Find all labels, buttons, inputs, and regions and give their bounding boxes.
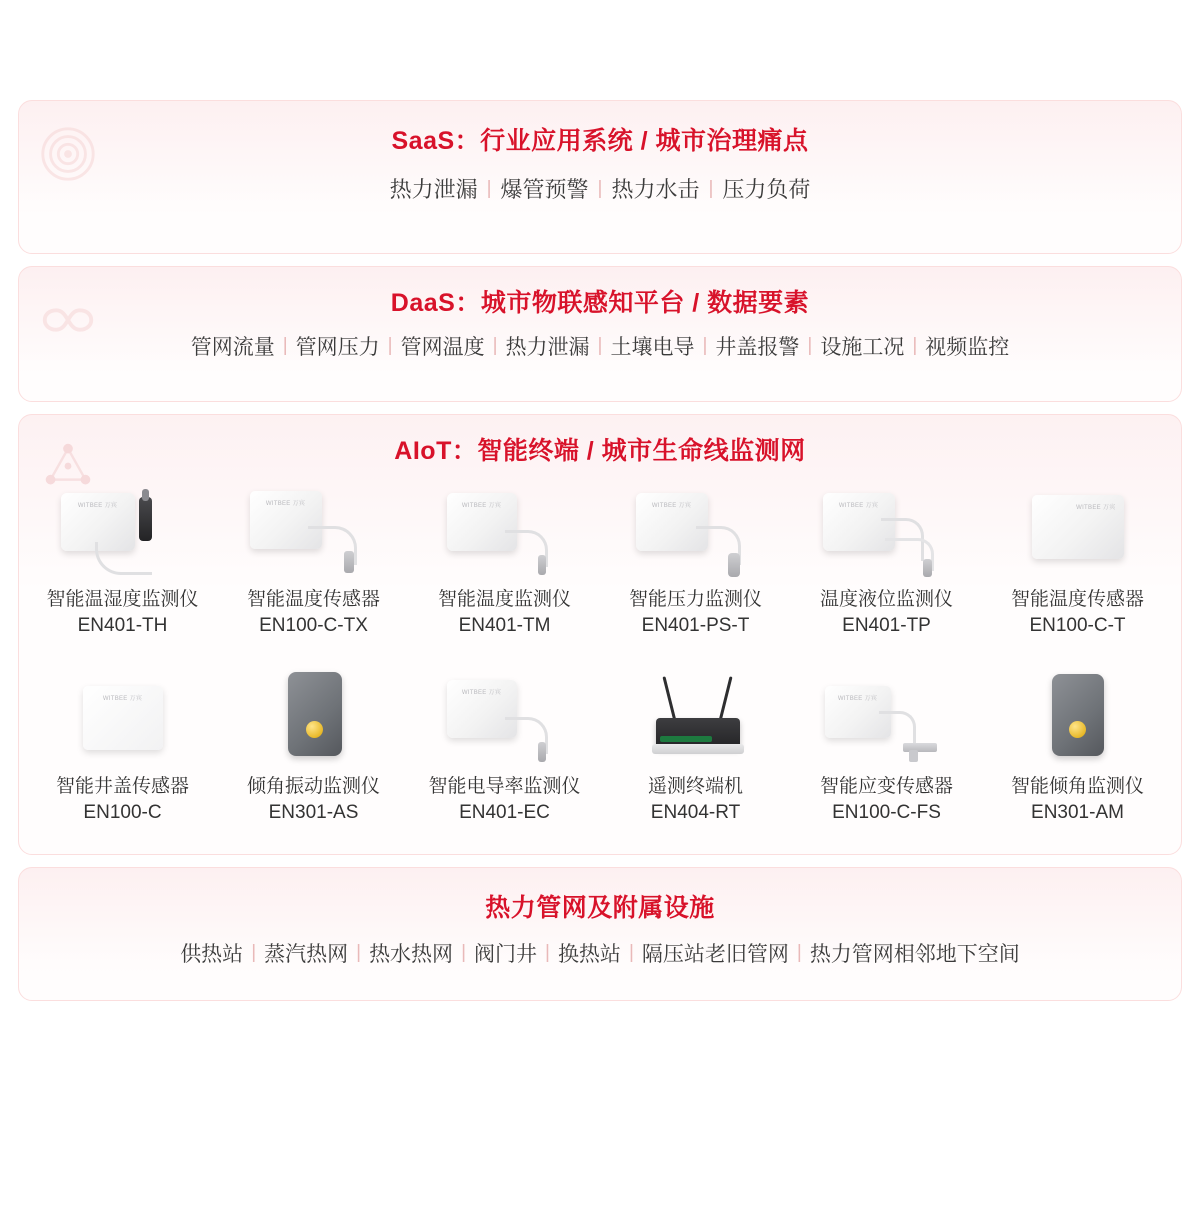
pipeline-facilities-tag-row: [19, 938, 1181, 990]
device-image-en401-tp: [807, 473, 967, 577]
device-image-en301-am: [998, 660, 1158, 764]
saas-tag-row: [19, 173, 1181, 226]
daas-heading-cn: 城市物联感知平台 / 数据要素: [480, 289, 810, 317]
device-brand-label: WITBEE 万宾: [265, 501, 306, 507]
facility-tag: 隔压站老旧管网: [641, 943, 789, 966]
device-model: EN401-TM: [458, 614, 551, 636]
divider: |: [628, 942, 634, 963]
facility-tag: 换热站: [557, 943, 621, 966]
device-name: 智能压力监测仪: [628, 589, 762, 610]
device-image-en401-th: [43, 473, 203, 577]
saas-heading-en: SaaS：: [391, 127, 481, 155]
device-brand-label: WITBEE 万宾: [461, 503, 502, 509]
saas-tag: 压力负荷: [722, 177, 811, 202]
device-brand-label: WITBEE 万宾: [1076, 505, 1116, 511]
daas-heading: [19, 267, 1181, 331]
saas-tag: 热力水击: [611, 177, 700, 202]
daas-tag: 热力泄漏: [505, 336, 590, 359]
daas-tag: 土壤电导: [610, 336, 695, 359]
divider: |: [545, 942, 550, 963]
saas-panel: [18, 100, 1182, 254]
pipeline-facilities-heading: [19, 868, 1181, 938]
facility-tag: 供热站: [180, 943, 244, 966]
daas-tag: 井盖报警: [715, 336, 800, 359]
device-image-en301-as: [234, 660, 394, 764]
daas-heading-en: DaaS：: [390, 289, 481, 317]
pipeline-facilities-title: 热力管网及附属设施: [485, 894, 715, 922]
divider: |: [807, 335, 813, 356]
daas-panel: [18, 266, 1182, 402]
device-card[interactable]: [600, 473, 791, 638]
divider: |: [708, 177, 714, 199]
device-card[interactable]: [982, 660, 1173, 825]
device-model: EN404-RT: [650, 801, 741, 823]
device-model: EN100-C-FS: [832, 801, 941, 823]
device-model: EN401-TH: [77, 614, 168, 636]
device-name: 温度液位监测仪: [819, 589, 953, 610]
daas-tag: 管网温度: [400, 336, 485, 359]
device-card[interactable]: [409, 473, 600, 638]
device-brand-label: WITBEE 万宾: [837, 696, 878, 703]
device-name: 智能温度传感器: [246, 589, 380, 610]
device-name: 智能温度传感器: [1010, 589, 1144, 610]
daas-tag: 管网压力: [295, 336, 380, 359]
divider: |: [912, 335, 918, 356]
divider: |: [702, 335, 708, 356]
saas-tag: 爆管预警: [500, 177, 589, 202]
daas-tag: 设施工况: [820, 336, 905, 359]
device-card[interactable]: [600, 660, 791, 825]
device-name: 智能温湿度监测仪: [46, 589, 199, 610]
divider: |: [356, 942, 362, 963]
device-name: 倾角振动监测仪: [246, 776, 380, 798]
device-model: EN401-PS-T: [641, 614, 750, 636]
device-card[interactable]: [27, 473, 218, 638]
device-card[interactable]: [982, 473, 1173, 638]
divider: |: [251, 942, 257, 963]
device-model: EN100-C: [83, 801, 162, 823]
device-name: 智能电导率监测仪: [428, 776, 581, 798]
divider: |: [461, 942, 466, 963]
device-model: EN301-AM: [1031, 801, 1124, 823]
device-image-en404-rt: [616, 660, 776, 764]
device-brand-label: WITBEE 万宾: [838, 503, 879, 509]
device-name: 遥测终端机: [647, 776, 743, 798]
device-model: EN401-EC: [459, 801, 550, 823]
device-grid-row-2: [19, 660, 1181, 825]
device-name: 智能温度监测仪: [437, 589, 571, 610]
divider: |: [796, 942, 802, 963]
device-card[interactable]: [791, 473, 982, 638]
antenna-icon: [662, 677, 676, 722]
divider: |: [597, 177, 603, 199]
facility-tag: 阀门井: [474, 943, 537, 966]
device-card[interactable]: [27, 660, 218, 825]
device-brand-label: WITBEE 万宾: [102, 696, 143, 703]
divider: |: [387, 335, 393, 356]
pipeline-facilities-panel: [18, 867, 1182, 1001]
device-name: 智能井盖传感器: [55, 776, 189, 798]
device-name: 智能倾角监测仪: [1010, 776, 1144, 798]
device-card[interactable]: [218, 660, 409, 825]
daas-tag-row: [19, 331, 1181, 383]
device-model: EN100-C-TX: [259, 614, 368, 636]
device-card[interactable]: [791, 660, 982, 825]
device-image-en100-c: [43, 660, 203, 764]
device-model: EN301-AS: [268, 801, 359, 823]
facility-tag: 热力管网相邻地下空间: [809, 943, 1020, 966]
infographic-page: [0, 100, 1200, 1209]
facility-tag: 热水热网: [369, 943, 454, 966]
device-card[interactable]: [218, 473, 409, 638]
aiot-panel: [18, 414, 1182, 855]
device-image-en401-tm: [425, 473, 585, 577]
device-brand-label: WITBEE 万宾: [461, 690, 502, 697]
device-image-en100-c-fs: [807, 660, 967, 764]
device-name: 智能应变传感器: [819, 776, 953, 798]
device-image-en100-c-tx: [234, 473, 394, 577]
aiot-heading-cn: 智能终端 / 城市生命线监测网: [477, 437, 806, 465]
saas-heading-cn: 行业应用系统 / 城市治理痛点: [480, 127, 809, 155]
divider: |: [486, 177, 492, 199]
divider: |: [597, 335, 603, 356]
daas-tag: 管网流量: [190, 336, 275, 359]
divider: |: [492, 335, 498, 356]
antenna-icon: [718, 677, 732, 722]
aiot-heading: [19, 415, 1181, 473]
saas-heading: [19, 101, 1181, 173]
aiot-heading-en: AIoT：: [394, 437, 478, 465]
device-model: EN401-TP: [842, 614, 931, 636]
device-grid-row-1: [19, 473, 1181, 638]
device-image-en401-ec: [425, 660, 585, 764]
device-image-en100-c-t: [998, 473, 1158, 577]
device-brand-label: WITBEE 万宾: [77, 503, 118, 509]
facility-tag: 蒸汽热网: [264, 943, 349, 966]
daas-tag: 视频监控: [925, 336, 1010, 359]
device-image-en401-ps-t: [616, 473, 776, 577]
divider: |: [282, 335, 288, 356]
device-model: EN100-C-T: [1029, 614, 1126, 636]
saas-tag: 热力泄漏: [389, 177, 478, 202]
device-card[interactable]: [409, 660, 600, 825]
device-brand-label: WITBEE 万宾: [651, 503, 692, 509]
